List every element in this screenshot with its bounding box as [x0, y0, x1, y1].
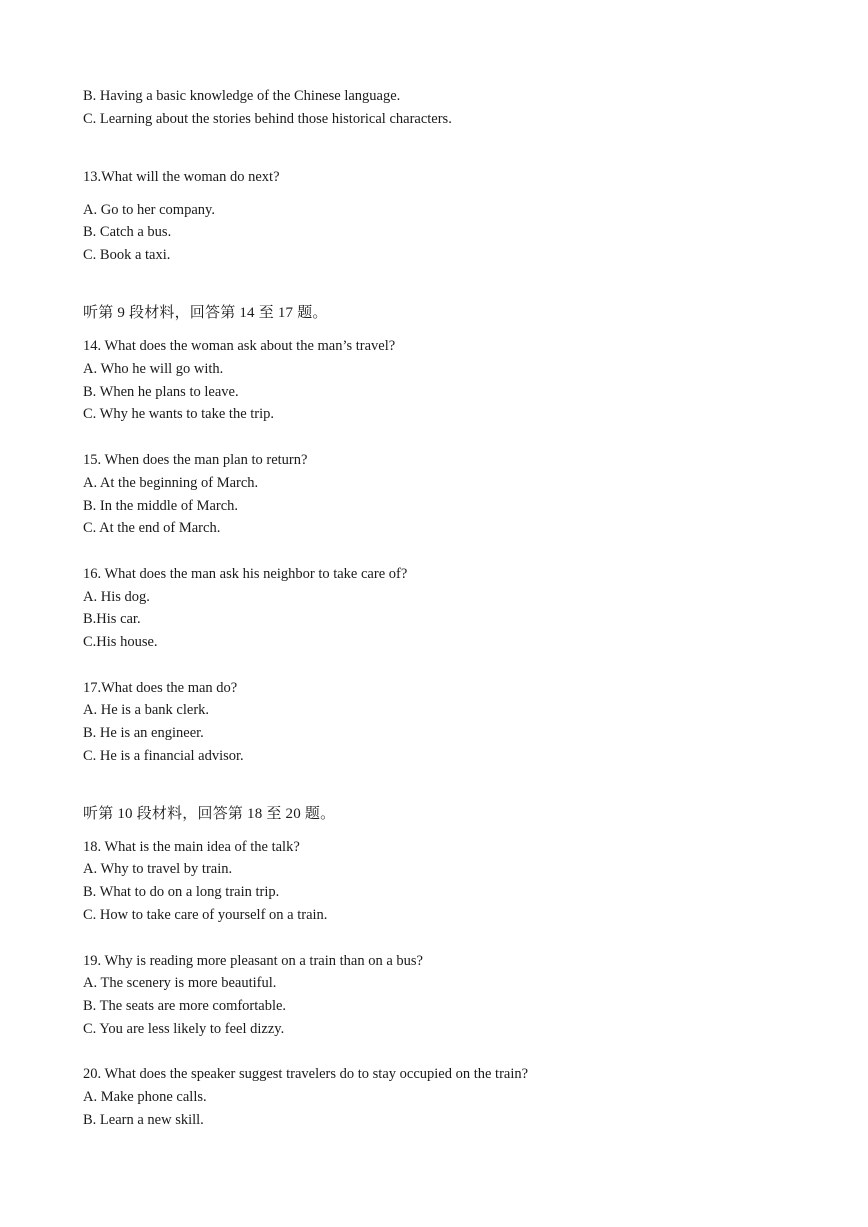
option-14c: C. Why he wants to take the trip.: [83, 406, 275, 422]
option-20a: A. Make phone calls.: [83, 1089, 207, 1105]
option-15a: A. At the beginning of March.: [83, 475, 259, 491]
option-14b: B. When he plans to leave.: [83, 384, 239, 400]
section-heading-10: 听第 10 段材料，回答第 18 至 20 题。: [83, 806, 336, 822]
option-18c: C. How to take care of yourself on a train.: [83, 907, 328, 923]
question-18: 18. What is the main idea of the talk?: [83, 839, 300, 855]
option-18b: B. What to do on a long train trip.: [83, 884, 280, 900]
option-15b: B. In the middle of March.: [83, 498, 239, 514]
option-13a: A. Go to her company.: [83, 202, 215, 218]
question-14: 14. What does the woman ask about the man’s travel?: [83, 338, 396, 354]
option-13c: C. Book a taxi.: [83, 247, 171, 263]
option-12c: C. Learning about the stories behind those historical characters.: [83, 111, 452, 127]
option-18a: A. Why to travel by train.: [83, 861, 233, 877]
option-17a: A. He is a bank clerk.: [83, 702, 210, 718]
option-14a: A. Who he will go with.: [83, 361, 224, 377]
option-17c: C. He is a financial advisor.: [83, 748, 244, 764]
question-17: 17.What does the man do?: [83, 680, 238, 696]
section-heading-9: 听第 9 段材料，回答第 14 至 17 题。: [83, 305, 328, 321]
option-19b: B. The seats are more comfortable.: [83, 998, 287, 1014]
option-12b: B. Having a basic knowledge of the Chinese language.: [83, 88, 401, 104]
option-16b: B.His car.: [83, 611, 141, 627]
question-13: 13.What will the woman do next?: [83, 169, 280, 185]
question-20: 20. What does the speaker suggest travelers do to stay occupied on the train?: [83, 1066, 529, 1082]
option-20b: B. Learn a new skill.: [83, 1112, 204, 1128]
option-16c: C.His house.: [83, 634, 158, 650]
question-19: 19. Why is reading more pleasant on a train than on a bus?: [83, 953, 423, 969]
question-16: 16. What does the man ask his neighbor to take care of?: [83, 566, 408, 582]
option-13b: B. Catch a bus.: [83, 224, 172, 240]
option-17b: B. He is an engineer.: [83, 725, 204, 741]
option-19c: C. You are less likely to feel dizzy.: [83, 1021, 285, 1037]
option-16a: A. His dog.: [83, 589, 150, 605]
question-15: 15. When does the man plan to return?: [83, 452, 308, 468]
option-19a: A. The scenery is more beautiful.: [83, 975, 277, 991]
option-15c: C. At the end of March.: [83, 520, 221, 536]
